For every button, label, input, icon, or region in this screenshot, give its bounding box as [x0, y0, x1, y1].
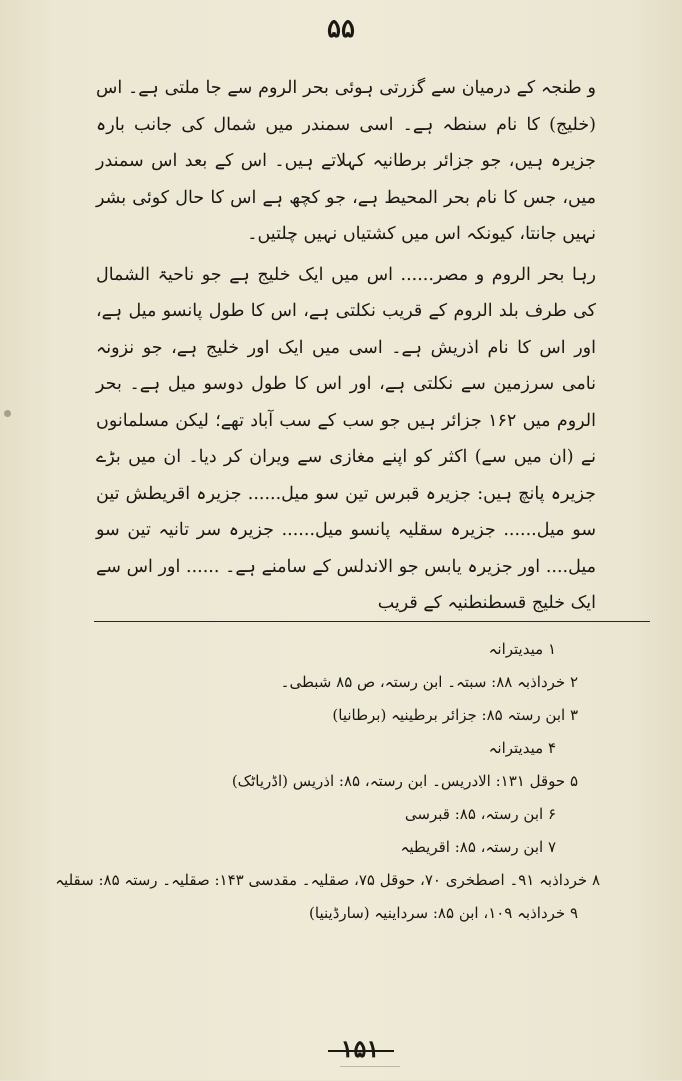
page-marker	[300, 1034, 420, 1063]
footnote: ۱ میدیترانہ	[488, 640, 556, 658]
page-marker-text: ۱۵۱	[340, 1034, 380, 1063]
body-text	[96, 70, 596, 622]
page-marker-strike	[328, 1050, 394, 1052]
footnote: ۴ میدیترانہ	[488, 739, 556, 757]
footnotes	[55, 633, 600, 930]
body-paragraph: و طنجہ کے درمیان سے گزرتی ہوئی بحر الروم سے جا ملتی ہے۔ اس (خلیج) کا نام سنطہ ہے۔ اسی سمندر میں شمال کی جانب بارہ جزیرہ ہیں، جو جزائر برطانیہ کہلاتے ہیں۔ اس کے بعد اس سمندر میں، جس کا نام بحر المحیط ہے، جو کچھ ہے اس کا حال کوئی بشر نہیں جانتا، کیونکہ اس میں کشتیاں نہیں چلتیں۔	[96, 78, 596, 244]
bottom-edge-mark	[340, 1066, 400, 1081]
footnote: ۹ خرداذبہ ۱۰۹، ابن ۸۵: سرداینیہ (سارڈینیا)	[309, 904, 578, 922]
footnote-divider	[94, 621, 650, 622]
footnote: ۸ خرداذبہ ۹۱۔ اصطخری ۷۰، حوقل ۷۵، صقلیہ۔ مقدسی ۱۴۳: صقلیہ۔ رستہ ۸۵: سقلیہ	[55, 871, 600, 889]
body-paragraph: رہا بحر الروم و مصر...... اس میں ایک خلیج ہے جو ناحیۃ الشمال کی طرف بلد الروم کے قریب نکلتی ہے، اس کا طول پانسو میل ہے، اور اس کا نام اذریش ہے۔ اسی میں ایک اور خلیج ہے، جو نزونہ نامی سرزمین سے نکلتی ہے، اور اس کا طول دوسو میل ہے۔ بحر الروم میں ۱۶۲ جزائر ہیں جو سب کے سب آباد تھے؛ لیکن مسلمانوں نے (ان میں سے) اکثر کو اپنے مغازی سے ویران کر دیا۔ ان میں بڑے جزیرہ پانچ ہیں: جزیرہ قبرس تین سو میل...... جزیرہ اقریطش تین سو میل...... جزیرہ سقلیہ پانسو میل...... جزیرہ سر تانیہ تین سو میل.... اور جزیرہ یابس جو الاندلس کے سامنے ہے۔ ...... اور اس سے ایک خلیج قسطنطنیہ کے قریب	[96, 264, 596, 613]
binding-hole	[4, 410, 11, 417]
page-number: ۵۵	[327, 14, 355, 44]
footnote: ۳ ابن رستہ ۸۵: جزائر برطینیہ (برطانیا)	[332, 706, 578, 724]
footnote: ۲ خرداذبہ ۸۸: سبتہ۔ ابن رستہ، ص ۸۵ شبطی۔	[280, 673, 578, 691]
footnote: ۶ ابن رستہ، ۸۵: قبرسی	[404, 805, 556, 823]
footnote: ۵ حوقل ۱۳۱: الادریس۔ ابن رستہ، ۸۵: اذریس (اڈریاٹک)	[231, 772, 578, 790]
footnote: ۷ ابن رستہ، ۸۵: اقریطیہ	[400, 838, 556, 856]
